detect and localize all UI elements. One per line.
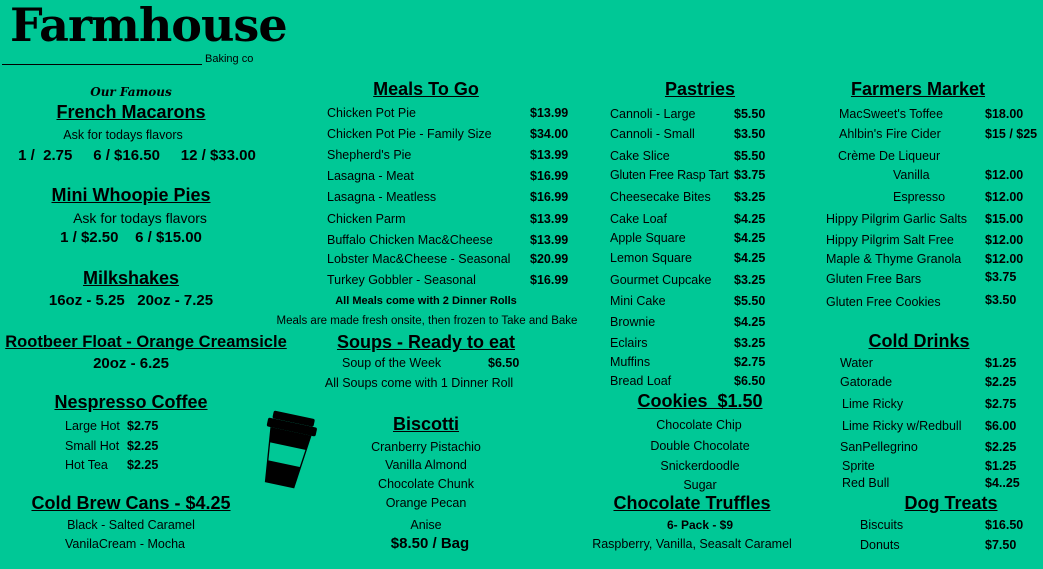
drink-item-price: $2.25 [985,440,1017,454]
drink-item-price: $1.25 [985,459,1017,473]
cookie-item: Double Chocolate [650,439,750,453]
meals-title: Meals To Go [373,79,479,99]
whoopie-prices: 1 / $2.50 6 / $15.00 [60,229,202,246]
pastry-item-price: $6.50 [734,374,766,388]
coffee-item-price: $2.25 [127,439,159,453]
drink-item-name: Gatorade [840,375,893,389]
coffee-cup-icon [254,408,320,492]
meals-note: All Meals come with 2 Dinner Rolls [335,295,517,307]
market-item-name: Crème De Liqueur [838,149,941,163]
float-prices: 20oz - 6.25 [93,355,169,372]
pastry-item-price: $4.25 [734,251,766,265]
pastry-item-name: Cannoli - Small [610,127,695,141]
cookie-item: Chocolate Chip [656,418,742,432]
market-item-name: MacSweet's Toffee [839,107,944,121]
market-item-name: Hippy Pilgrim Garlic Salts [826,212,968,226]
market-item-price: $3.75 [985,270,1017,284]
market-item-price: $12.00 [985,168,1024,182]
drink-item-name: Lime Ricky w/Redbull [842,419,962,433]
soups-title: Soups - Ready to eat [336,332,516,352]
coffee-item-name: Large Hot [65,419,120,433]
coffee-item-name: Small Hot [65,439,120,453]
pastry-item-name: Gluten Free Rasp Tart [610,168,729,182]
colddrinks-title: Cold Drinks [868,331,970,351]
market-item-name: Hippy Pilgrim Salt Free [826,233,954,247]
market-item-price: $15.00 [985,212,1024,226]
dogtreat-item-name: Biscuits [860,518,904,532]
drink-item-name: Water [840,356,873,370]
pastry-item-name: Bread Loaf [610,374,672,388]
pastry-item-price: $4.25 [734,231,766,245]
brand-subtitle: Baking co [205,53,254,65]
meal-item-price: $13.99 [530,106,569,120]
macarons-note: Ask for todays flavors [63,128,183,142]
meal-item-price: $16.99 [530,169,569,183]
meal-item-price: $13.99 [530,233,569,247]
pastry-item-name: Cannoli - Large [610,107,696,121]
pastry-item-name: Cheesecake Bites [610,190,711,204]
meal-item-price: $20.99 [530,252,569,266]
coldbrew-title: Cold Brew Cans - $4.25 [31,493,231,513]
drink-item-price: $2.75 [985,397,1017,411]
drink-item-price: $1.25 [985,356,1017,370]
market-item-name: Ahlbin's Fire Cider [839,127,941,141]
brand-underline [2,64,202,65]
whoopie-note: Ask for todays flavors [73,210,207,226]
market-item-name: Maple & Thyme Granola [826,252,962,266]
meal-item-name: Lasagna - Meatless [327,190,437,204]
market-item-price: $12.00 [985,233,1024,247]
soups-note: All Soups come with 1 Dinner Roll [324,376,514,390]
coffee-item-price: $2.25 [127,458,159,472]
cookie-item: Snickerdoodle [660,459,740,473]
pastry-item-price: $3.25 [734,336,766,350]
meal-item-price: $13.99 [530,212,569,226]
meal-item-price: $34.00 [530,127,569,141]
drink-item-name: Red Bull [842,476,890,490]
biscotti-item: Cranberry Pistachio [371,440,481,454]
truffles-title: Chocolate Truffles [613,493,771,513]
coffee-item-price: $2.75 [127,419,159,433]
market-item-price: $18.00 [985,107,1024,121]
pastries-title: Pastries [664,79,736,99]
float-title: Rootbeer Float - Orange Creamsicle [5,333,287,351]
drink-item-price: $6.00 [985,419,1017,433]
pastry-item-price: $2.75 [734,355,766,369]
drink-item-name: Sprite [842,459,875,473]
market-item-price: $12.00 [985,190,1024,204]
dogtreat-item-price: $16.50 [985,518,1024,532]
market-title: Farmers Market [850,79,986,99]
pastry-item-name: Brownie [610,315,656,329]
pastry-item-price: $3.25 [734,190,766,204]
cookies-title: Cookies $1.50 [637,391,763,411]
biscotti-item: Orange Pecan [385,496,467,510]
coffee-title: Nespresso Coffee [54,392,208,412]
dogtreat-item-price: $7.50 [985,538,1017,552]
pastry-item-price: $3.75 [734,168,766,182]
market-item-name: Gluten Free Cookies [826,295,941,309]
drink-item-price: $2.25 [985,375,1017,389]
dogtreats-title: Dog Treats [904,493,998,513]
meal-item-name: Lasagna - Meat [327,169,414,183]
coldbrew-item: Black - Salted Caramel [67,518,195,532]
macarons-prices: 1 / 2.75 6 / $16.50 12 / $33.00 [18,147,256,164]
drink-item-name: Lime Ricky [842,397,904,411]
pastry-item-name: Gourmet Cupcake [610,273,712,287]
meal-item-price: $16.99 [530,273,569,287]
market-item-name: Gluten Free Bars [826,272,922,286]
meal-item-name: Turkey Gobbler - Seasonal [327,273,476,287]
truffles-flavors: Raspberry, Vanilla, Seasalt Caramel [592,537,792,551]
market-item-price: $15 / $25 [985,127,1038,141]
coffee-item-name: Hot Tea [65,458,108,472]
meal-item-name: Chicken Pot Pie - Family Size [327,127,492,141]
coldbrew-item: VanilaCream - Mocha [65,537,185,551]
pastry-item-price: $4.25 [734,212,766,226]
meal-item-name: Lobster Mac&Cheese - Seasonal [327,252,511,266]
meal-item-name: Shepherd's Pie [327,148,412,162]
soup-item-price: $6.50 [488,356,520,370]
soup-item-name: Soup of the Week [342,356,442,370]
biscotti-price: $8.50 / Bag [390,535,470,552]
meal-item-price: $13.99 [530,148,569,162]
meal-item-name: Chicken Pot Pie [327,106,416,120]
biscotti-item: Chocolate Chunk [378,477,474,491]
meal-item-price: $16.99 [530,190,569,204]
pastry-item-name: Lemon Square [610,251,693,265]
pastry-item-name: Mini Cake [610,294,666,308]
truffles-pack: 6- Pack - $9 [666,518,734,532]
pastry-item-name: Eclairs [610,336,648,350]
meal-item-name: Buffalo Chicken Mac&Cheese [327,233,493,247]
market-item-name: Vanilla [893,168,930,182]
pastry-item-price: $3.50 [734,127,766,141]
pastry-item-name: Apple Square [610,231,686,245]
biscotti-title: Biscotti [392,414,460,434]
pastry-item-price: $5.50 [734,107,766,121]
drink-item-price: $4..25 [985,476,1020,490]
milkshakes-title: Milkshakes [82,268,180,288]
pastry-item-price: $5.50 [734,149,766,163]
biscotti-item: Anise [410,518,442,532]
our-famous-label: Our Famous [90,85,172,99]
pastry-item-price: $4.25 [734,315,766,329]
drink-item-name: SanPellegrino [840,440,918,454]
cookie-item: Sugar [683,478,717,492]
market-item-price: $3.50 [985,293,1017,307]
pastry-item-price: $5.50 [734,294,766,308]
macarons-title: French Macarons [56,102,206,122]
brand-logo: Farmhouse [10,0,287,52]
meal-item-name: Chicken Parm [327,212,406,226]
pastry-item-price: $3.25 [734,273,766,287]
pastry-item-name: Muffins [610,355,651,369]
milkshakes-prices: 16oz - 5.25 20oz - 7.25 [48,292,214,309]
market-item-price: $12.00 [985,252,1024,266]
biscotti-item: Vanilla Almond [385,458,467,472]
pastry-item-name: Cake Loaf [610,212,667,226]
whoopie-title: Mini Whoopie Pies [51,185,211,205]
market-item-name: Espresso [893,190,946,204]
pastry-item-name: Cake Slice [610,149,670,163]
dogtreat-item-name: Donuts [860,538,900,552]
meals-note: Meals are made fresh onsite, then frozen to Take and Bake [276,315,578,327]
